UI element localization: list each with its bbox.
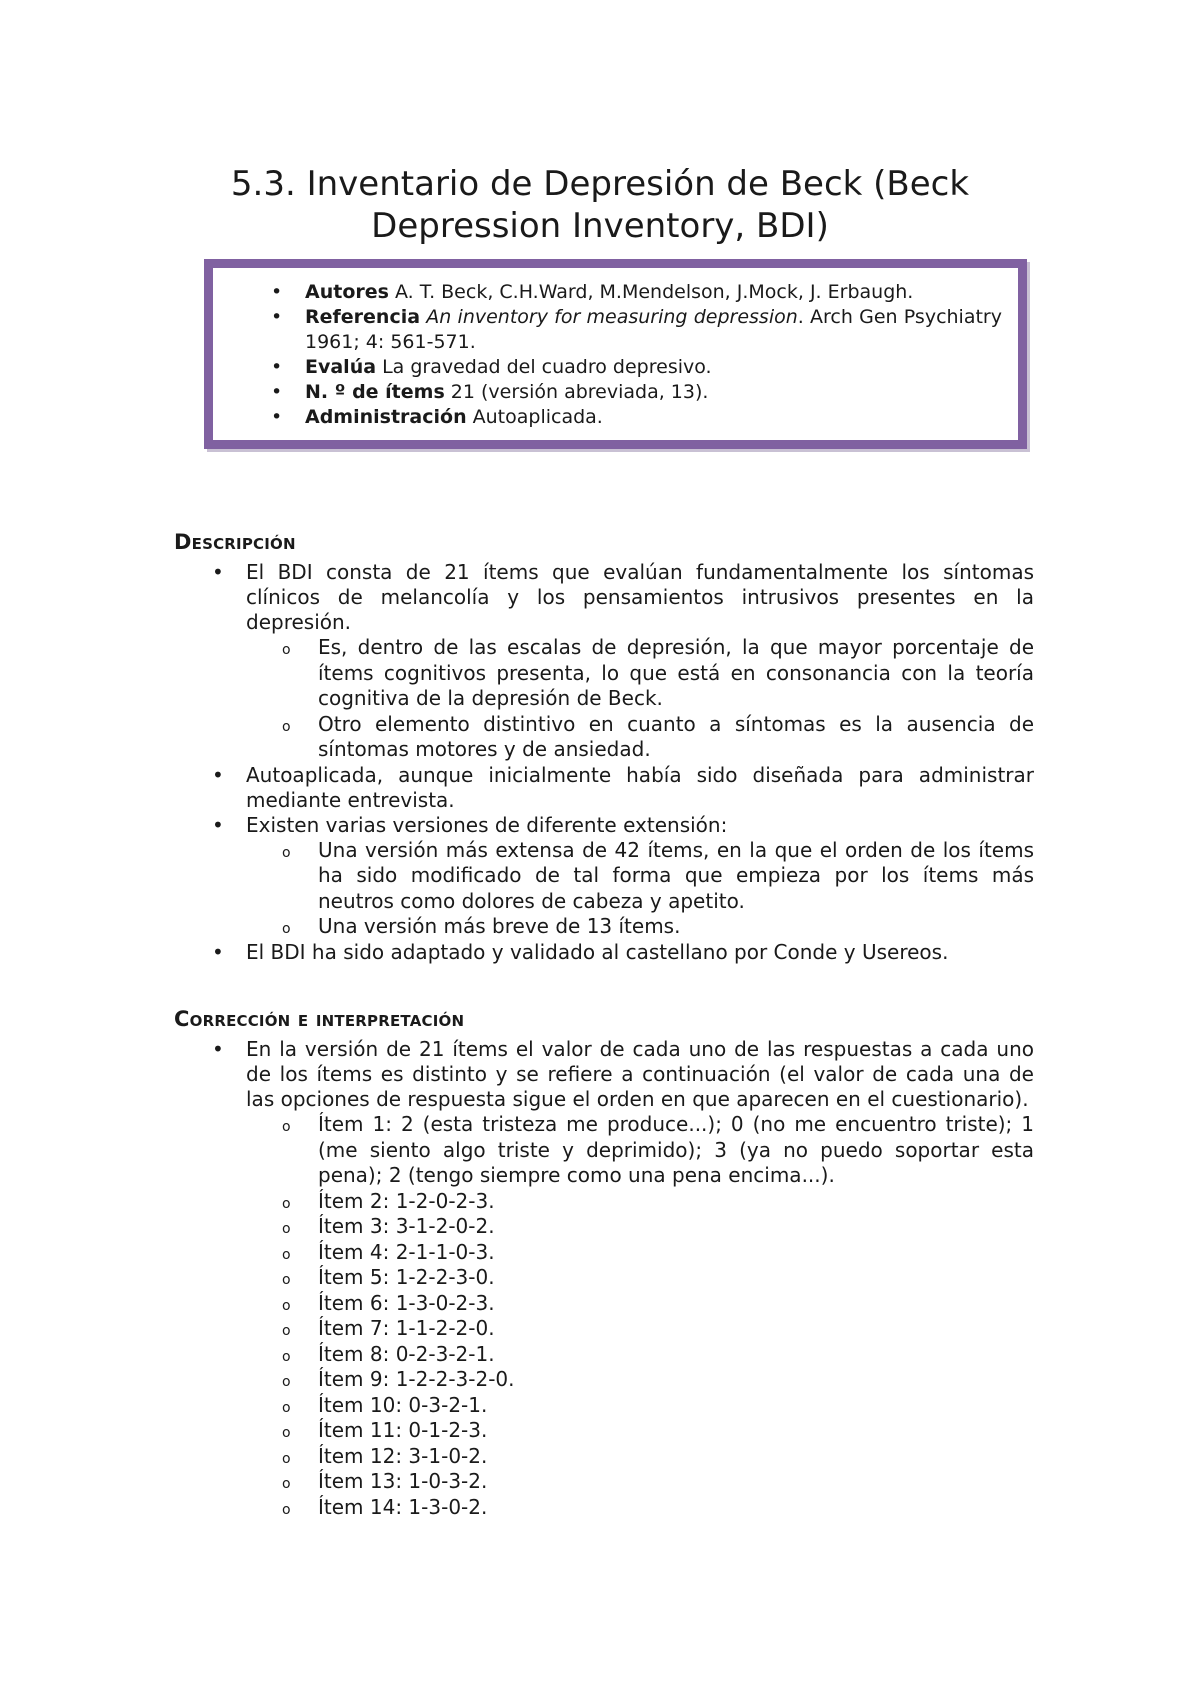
info-item-referencia: • Referencia An inventory for measuring depression. Arch Gen Psychiatry 1961; 4: 561-571. — [213, 305, 1002, 355]
item-scoring-7: o Ítem 7: 1-1-2-2-0. — [246, 1316, 1034, 1342]
bullet-icon: • — [212, 762, 224, 787]
info-box — [204, 259, 1027, 449]
sub-list-item: o Una versión más extensa de 42 ítems, en la que el orden de los ítems ha sido modificado de tal forma que empieza por los ítems más neutros como dolores de cabeza y apetito. — [246, 838, 1034, 915]
sub-list-item: o Otro elemento distintivo en cuanto a síntomas es la ausencia de síntomas motores y de ansiedad. — [246, 712, 1034, 763]
sub-list — [246, 635, 1034, 763]
item-scoring-6: o Ítem 6: 1-3-0-2-3. — [246, 1291, 1034, 1317]
section-heading-correccion: Corrección e interpretación — [174, 1007, 465, 1032]
item-scoring-14: o Ítem 14: 1-3-0-2. — [246, 1495, 1034, 1521]
info-item-administracion: • Administración Autoaplicada. — [213, 405, 1002, 430]
section-heading-descripcion: Descripción — [174, 530, 296, 555]
info-item-evalua: • Evalúa La gravedad del cuadro depresivo. — [213, 355, 1002, 380]
sub-list-item: o Una versión más breve de 13 ítems. — [246, 914, 1034, 940]
correccion-list — [174, 1037, 1034, 1520]
bullet-icon: • — [212, 560, 224, 584]
sub-list-item: o Es, dentro de las escalas de depresión, la que mayor porcentaje de ítems cognitivos presenta, lo que está en consonancia con la teoría cognitiva de la depresión de Beck. — [246, 635, 1034, 712]
info-item-num-items: • N. º de ítems 21 (versión abreviada, 13). — [213, 380, 1002, 405]
list-item: • Existen varias versiones de diferente extensión: o Una versión más extensa de 42 ítems, en la que el orden de los ítems ha sido modificado de tal forma que empieza por los ítems más neutros como dolores de cabeza y apetito. o Una versión más breve de 13 ítems. — [174, 813, 1034, 940]
item-scoring-10: o Ítem 10: 0-3-2-1. — [246, 1393, 1034, 1419]
list-item: • El BDI consta de 21 ítems que evalúan fundamentalmente los síntomas clínicos de melancolía y los pensamientos intrusivos presentes en la depresión. o Es, dentro de las escalas de depresión, la que mayor porcentaje de ítems cognitivos presenta, lo que está en consonancia con la teoría cognitiva de la depresión de Beck. o Otro elemento distintivo en cuanto a síntomas es la ausencia de síntomas motores y de ansiedad. — [174, 560, 1034, 763]
list-item: • Autoaplicada, aunque inicialmente había sido diseñada para administrar mediante entrevista. — [212, 762, 1034, 812]
info-list — [213, 280, 1002, 430]
list-item: • En la versión de 21 ítems el valor de cada uno de las respuestas a cada uno de los ítems es distinto y se refiere a continuación (el valor de cada una de las opciones de respuesta sigue el orden en que aparecen en el cuestionario). o Ítem 1: 2 (esta tristeza me produce...); 0 (no me encuentro triste); 1 (me siento algo triste y deprimido); 3 (ya no puedo soportar esta pena); 2 (tengo siempre como una pena encima...). o Ítem 2: 1-2-0-2-3. o Ítem 3: 3-1-2-0-2. o Ítem 4: 2-1-1-0-3. o Ítem 5: 1-2-2-3-0. o Ítem 6: 1-3-0-2-3. o Ítem 7: 1-1-2-2-0. o Ítem 8: 0-2-3-2-1. o Ítem 9: 1-2-2-3-2-0. o Ítem 10: 0-3-2-1. o Ítem 11: 0-1-2-3. o Ítem 12: 3-1-0-2. o Ítem 13: 1-0-3-2. o Ítem 14: 1-3-0-2. — [174, 1037, 1034, 1520]
item-scoring-2: o Ítem 2: 1-2-0-2-3. — [246, 1189, 1034, 1215]
item-scoring-13: o Ítem 13: 1-0-3-2. — [246, 1469, 1034, 1495]
item-scoring-5: o Ítem 5: 1-2-2-3-0. — [246, 1265, 1034, 1291]
item-scoring-12: o Ítem 12: 3-1-0-2. — [246, 1444, 1034, 1470]
descripcion-list — [174, 560, 1034, 965]
bullet-icon: • — [212, 812, 224, 837]
bullet-icon: • — [212, 1037, 224, 1061]
bullet-icon: • — [212, 939, 224, 964]
document-title: 5.3. Inventario de Depresión de Beck (Beck Depression Inventory, BDI) — [230, 163, 970, 246]
item-scoring-8: o Ítem 8: 0-2-3-2-1. — [246, 1342, 1034, 1368]
list-item: • El BDI ha sido adaptado y validado al castellano por Conde y Usereos. — [212, 939, 949, 964]
info-item-autores: • Autores A. T. Beck, C.H.Ward, M.Mendelson, J.Mock, J. Erbaugh. — [213, 280, 1002, 305]
sub-list — [246, 838, 1034, 940]
item-scoring-4: o Ítem 4: 2-1-1-0-3. — [246, 1240, 1034, 1266]
item-scoring-9: o Ítem 9: 1-2-2-3-2-0. — [246, 1367, 1034, 1393]
reference-title: An inventory for measuring depression — [420, 306, 798, 328]
item-scoring-3: o Ítem 3: 3-1-2-0-2. — [246, 1214, 1034, 1240]
item-scoring-1: o Ítem 1: 2 (esta tristeza me produce...); 0 (no me encuentro triste); 1 (me siento algo triste y deprimido); 3 (ya no puedo soportar esta pena); 2 (tengo siempre como una pena encima...). — [246, 1112, 1034, 1189]
item-scoring-11: o Ítem 11: 0-1-2-3. — [246, 1418, 1034, 1444]
item-scoring-list — [246, 1112, 1034, 1520]
